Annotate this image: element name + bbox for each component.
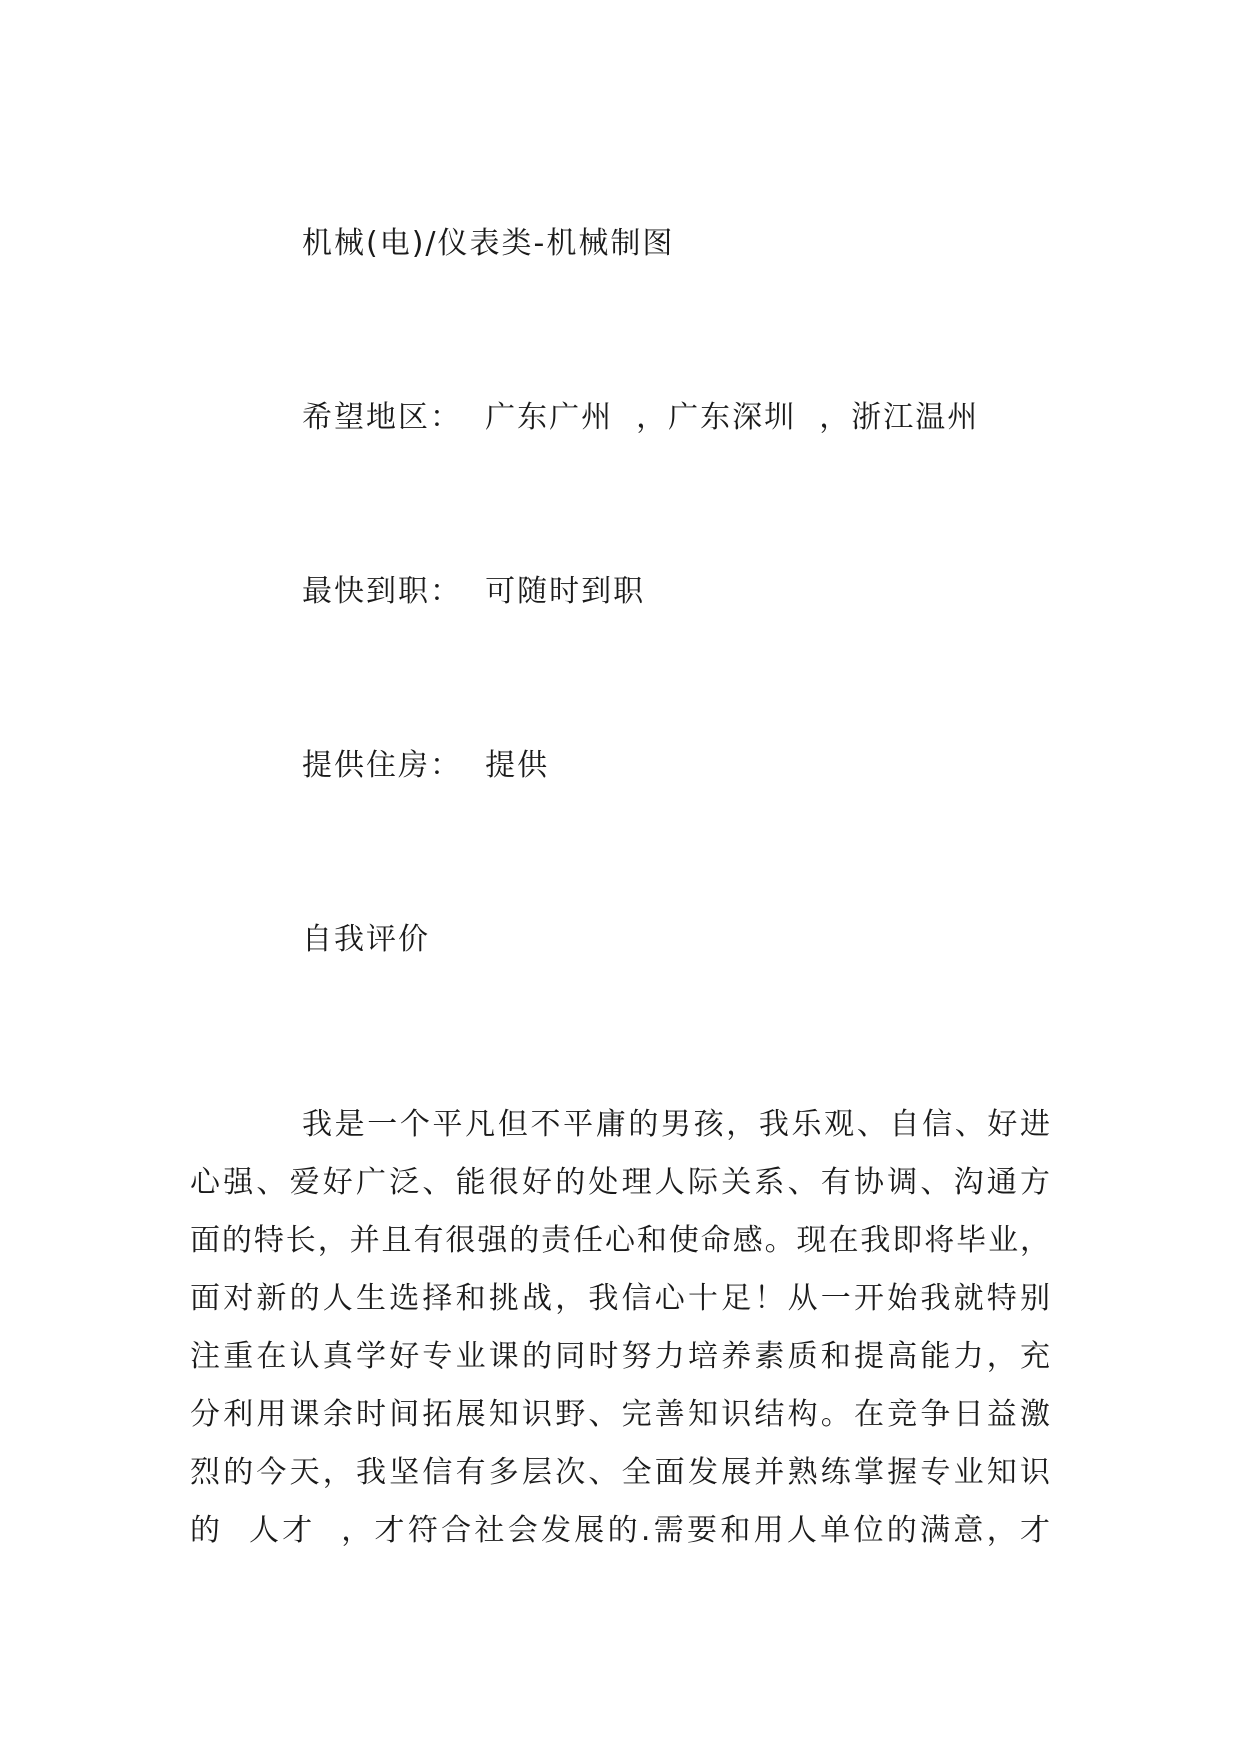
paragraph-line: 的 人才 ，才符合社会发展的.需要和用人单位的满意，才 [190, 1513, 1050, 1548]
paragraph-line: 心强、爱好广泛、能很好的处理人际关系、有协调、沟通方 [190, 1165, 1050, 1200]
job-category-line: 机械(电)/仪表类-机械制图 [302, 226, 675, 261]
paragraph-line: 面对新的人生选择和挑战，我信心十足！从一开始我就特别 [190, 1281, 1050, 1316]
paragraph-line: 分利用课余时间拓展知识野、完善知识结构。在竞争日益激 [190, 1397, 1050, 1432]
housing-line: 提供住房： 提供 [302, 748, 550, 783]
paragraph-line: 我是一个平凡但不平庸的男孩，我乐观、自信、好进 [302, 1107, 1050, 1142]
desired-region-line: 希望地区： 广东广州 ，广东深圳 ，浙江温州 [302, 400, 980, 435]
start-date-line: 最快到职： 可随时到职 [302, 574, 646, 609]
paragraph-line: 烈的今天，我坚信有多层次、全面发展并熟练掌握专业知识 [190, 1455, 1050, 1490]
paragraph-line: 面的特长，并且有很强的责任心和使命感。现在我即将毕业， [190, 1223, 1050, 1258]
paragraph-line: 注重在认真学好专业课的同时努力培养素质和提高能力，充 [190, 1339, 1050, 1374]
self-evaluation-heading: 自我评价 [302, 922, 430, 957]
self-evaluation-paragraph [190, 1096, 1050, 1560]
